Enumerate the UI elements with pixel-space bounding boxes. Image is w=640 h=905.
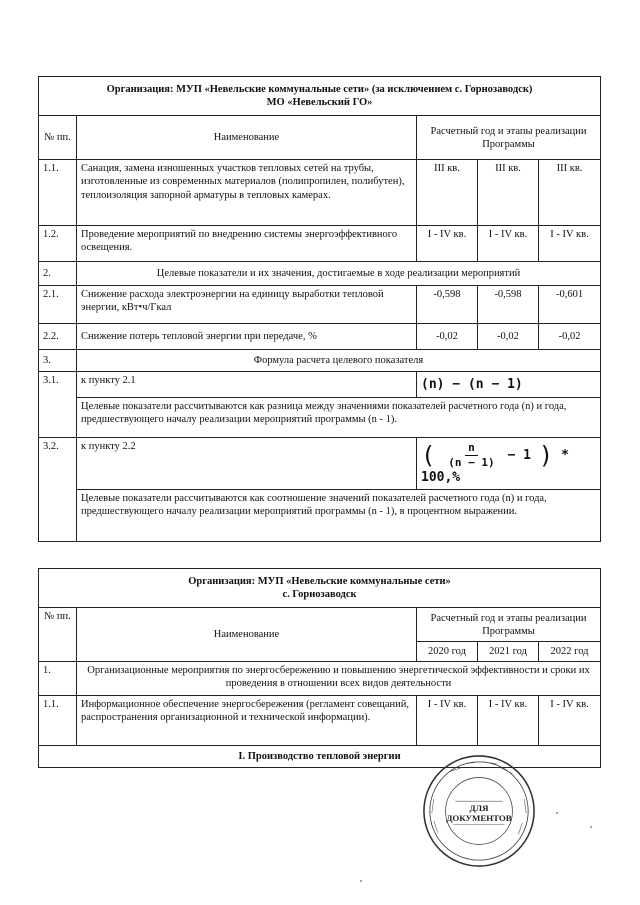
org-title: Организация: МУП «Невельские коммунальные сети» (за исключением с. Горнозаводск) МО «Невельский ГО» bbox=[39, 77, 601, 116]
formula-minus-one: − 1 bbox=[507, 447, 531, 463]
scan-speck bbox=[556, 812, 558, 814]
year-header: 2020 год bbox=[417, 642, 478, 662]
formula-description-row bbox=[39, 489, 601, 541]
row-number: 1.2. bbox=[39, 226, 77, 262]
org-header-row bbox=[39, 569, 601, 608]
org-header-row bbox=[39, 77, 601, 116]
section-row bbox=[39, 350, 601, 372]
table-row bbox=[39, 324, 601, 350]
column-header-row bbox=[39, 116, 601, 160]
row-value: -0,02 bbox=[478, 324, 539, 350]
section-title: I. Производство тепловой энергии bbox=[39, 746, 601, 768]
org-title: Организация: МУП «Невельские коммунальные сети» с. Горнозаводск bbox=[39, 569, 601, 608]
year-header: 2021 год bbox=[478, 642, 539, 662]
col-period-header: Расчетный год и этапы реализации Программы bbox=[417, 116, 601, 160]
row-value: III кв. bbox=[478, 160, 539, 226]
row-value: -0,02 bbox=[417, 324, 478, 350]
row-value: I - IV кв. bbox=[539, 696, 601, 746]
col-name-header: Наименование bbox=[77, 608, 417, 662]
row-number: 2.2. bbox=[39, 324, 77, 350]
stamp-text-1: ДЛЯ bbox=[469, 803, 489, 813]
formula-cell bbox=[417, 372, 601, 398]
row-value: III кв. bbox=[417, 160, 478, 226]
column-header-row bbox=[39, 608, 601, 642]
row-name: к пункту 2.2 bbox=[77, 438, 417, 489]
formula-ratio bbox=[421, 441, 569, 486]
col-period-header: Расчетный год и этапы реализации Программы bbox=[417, 608, 601, 642]
row-number: 1.1. bbox=[39, 696, 77, 746]
fraction-denominator: (n − 1) bbox=[448, 455, 495, 469]
program-table-1 bbox=[38, 76, 601, 542]
row-name: Информационное обеспечение энергосбережения (регламент совещаний, распространения организационной и технической информации). bbox=[77, 696, 417, 746]
row-value: I - IV кв. bbox=[417, 226, 478, 262]
section-title: Организационные мероприятия по энергосбережению и повышению энергетической эффективности и сроки их проведения в отношении всех видов деятельности bbox=[77, 662, 601, 696]
formula-row bbox=[39, 372, 601, 398]
section-title: Формула расчета целевого показателя bbox=[77, 350, 601, 372]
close-paren-icon: ) bbox=[538, 441, 554, 470]
row-name: Санация, замена изношенных участков тепловых сетей на трубы, изготовленные из современных материалов (полипропилен, полибутен), теплоизоляция запорной арматуры в тепловых камерах. bbox=[77, 160, 417, 226]
row-value: -0,601 bbox=[539, 286, 601, 324]
table-row bbox=[39, 226, 601, 262]
row-value: -0,598 bbox=[478, 286, 539, 324]
formula-difference: (n) − (n − 1) bbox=[421, 376, 523, 392]
row-number: 3.2. bbox=[39, 438, 77, 541]
table-row bbox=[39, 696, 601, 746]
col-name-header: Наименование bbox=[77, 116, 417, 160]
formula-multiplier: * 100,% bbox=[421, 447, 569, 486]
formula-description: Целевые показатели рассчитываются как разница между значениями показателей расчетного года (n) и года, предшествующего началу реализации мероприятий программы (n - 1). bbox=[77, 398, 601, 438]
row-value: -0,598 bbox=[417, 286, 478, 324]
section-row bbox=[39, 662, 601, 696]
row-name: Снижение расхода электроэнергии на единицу выработки тепловой энергии, кВт•ч/Гкал bbox=[77, 286, 417, 324]
scan-speck bbox=[360, 880, 362, 882]
row-number: 3.1. bbox=[39, 372, 77, 438]
row-value: I - IV кв. bbox=[478, 226, 539, 262]
fraction-numerator: n bbox=[465, 441, 478, 456]
row-number: 2. bbox=[39, 262, 77, 286]
fraction bbox=[445, 441, 497, 470]
row-number: 1.1. bbox=[39, 160, 77, 226]
formula-description-row bbox=[39, 398, 601, 438]
open-paren-icon: ( bbox=[421, 441, 436, 470]
row-value: I - IV кв. bbox=[478, 696, 539, 746]
table-row bbox=[39, 160, 601, 226]
row-value: I - IV кв. bbox=[539, 226, 601, 262]
col-number-header: № пп. bbox=[39, 608, 77, 662]
program-table-2 bbox=[38, 568, 601, 768]
formula-row bbox=[39, 438, 601, 489]
row-name: к пункту 2.1 bbox=[77, 372, 417, 398]
col-number-header: № пп. bbox=[39, 116, 77, 160]
row-name: Проведение мероприятий по внедрению системы энергоэффективного освещения. bbox=[77, 226, 417, 262]
scan-speck bbox=[590, 826, 592, 828]
row-number: 3. bbox=[39, 350, 77, 372]
section-title: Целевые показатели и их значения, достигаемые в ходе реализации мероприятий bbox=[77, 262, 601, 286]
row-number: 2.1. bbox=[39, 286, 77, 324]
row-name: Снижение потерь тепловой энергии при передаче, % bbox=[77, 324, 417, 350]
row-number: 1. bbox=[39, 662, 77, 696]
stamp-text-2: ДОКУМЕНТОВ bbox=[446, 812, 512, 823]
section-row bbox=[39, 262, 601, 286]
row-value: I - IV кв. bbox=[417, 696, 478, 746]
table-row bbox=[39, 286, 601, 324]
row-value: III кв. bbox=[539, 160, 601, 226]
year-header: 2022 год bbox=[539, 642, 601, 662]
formula-description: Целевые показатели рассчитываются как соотношение значений показателей расчетного года (n) и года, предшествующего началу реализации мероприятий программы (n - 1), в процентном выражении. bbox=[77, 489, 601, 541]
row-value: -0,02 bbox=[539, 324, 601, 350]
formula-cell bbox=[417, 438, 601, 489]
stamp-seal-icon bbox=[420, 752, 538, 870]
